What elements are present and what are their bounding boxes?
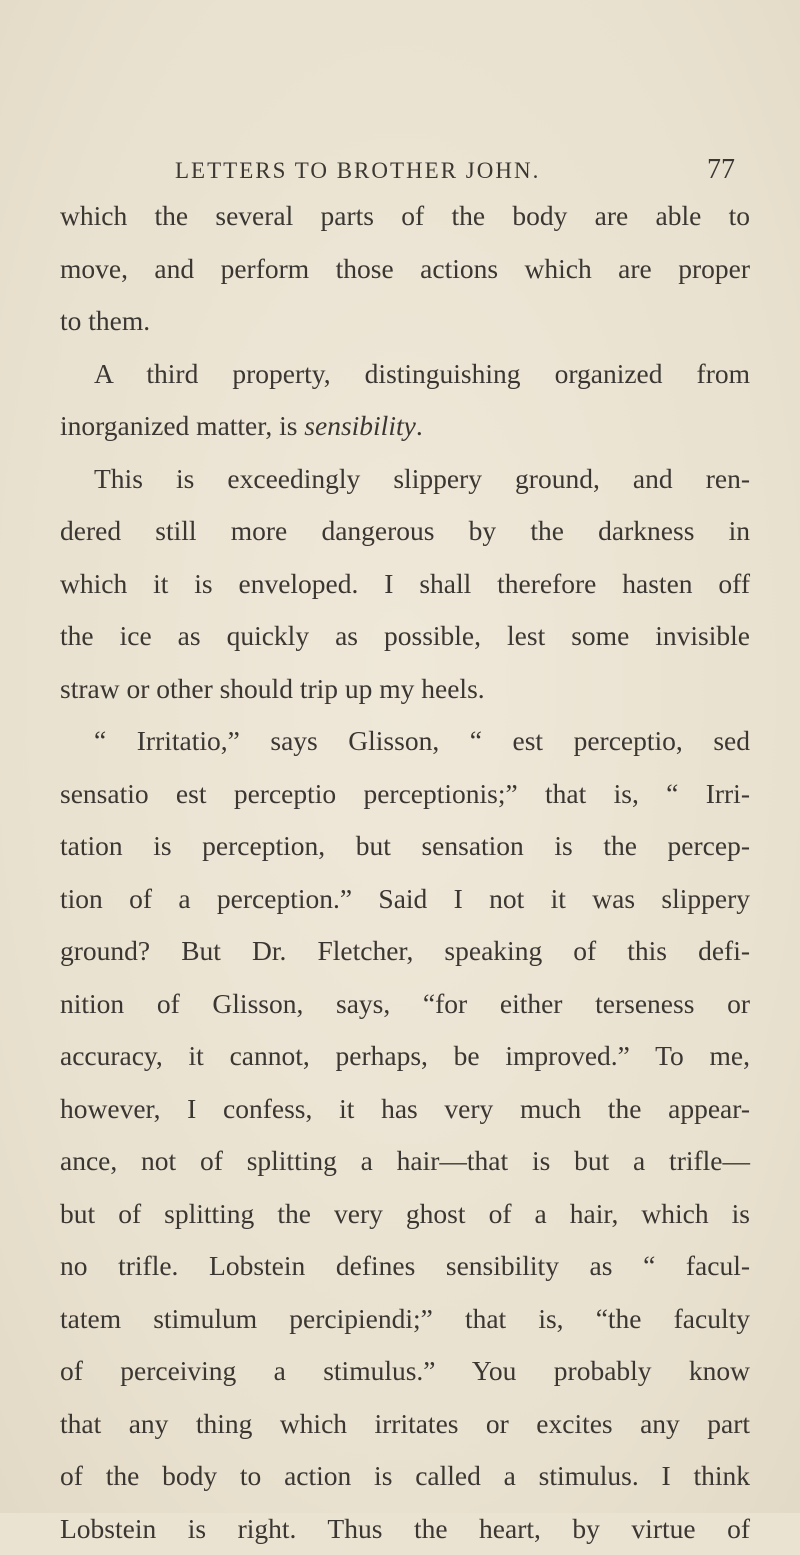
text-line: inorganized matter, is sensibility. [60,400,750,453]
text-line: tatem stimulum percipiendi;” that is, “the faculty [60,1293,750,1346]
text-line: accuracy, it cannot, perhaps, be improved.” To me, [60,1030,750,1083]
text-line: Lobstein is right. Thus the heart, by virtue of [60,1503,750,1555]
text-line: but of splitting the very ghost of a hair, which is [60,1188,750,1241]
page-number: 77 [707,154,735,186]
text-line: ground? But Dr. Fletcher, speaking of this defi- [60,925,750,978]
text-line: A third property, distinguishing organized from [60,348,750,401]
text-line: of the body to action is called a stimulus. I think [60,1450,750,1503]
text-line: which it is enveloped. I shall therefore hasten off [60,558,750,611]
text-line: This is exceedingly slippery ground, and ren- [60,453,750,506]
text-line: no trifle. Lobstein defines sensibility as “ facul- [60,1240,750,1293]
text-line: “ Irritatio,” says Glisson, “ est perceptio, sed [60,715,750,768]
text-line: to them. [60,295,750,348]
running-title: LETTERS TO BROTHER JOHN. [175,158,540,184]
text-line: sensatio est perceptio perceptionis;” that is, “ Irri- [60,768,750,821]
text-line: ance, not of splitting a hair—that is but a trifle— [60,1135,750,1188]
text-line: of perceiving a stimulus.” You probably know [60,1345,750,1398]
text-line: tation is perception, but sensation is the percep- [60,820,750,873]
text-line: that any thing which irritates or excites any part [60,1398,750,1451]
text-line: however, I confess, it has very much the appear- [60,1083,750,1136]
text-line: straw or other should trip up my heels. [60,663,750,716]
text-line: the ice as quickly as possible, lest some invisible [60,610,750,663]
text-line: which the several parts of the body are able to [60,190,750,243]
text-line: move, and perform those actions which are proper [60,243,750,296]
body-text [60,190,750,1555]
emphasized-term: sensibility [304,410,416,441]
text-line: tion of a perception.” Said I not it was slippery [60,873,750,926]
text-line: nition of Glisson, says, “for either terseness or [60,978,750,1031]
text-line: dered still more dangerous by the darkness in [60,505,750,558]
